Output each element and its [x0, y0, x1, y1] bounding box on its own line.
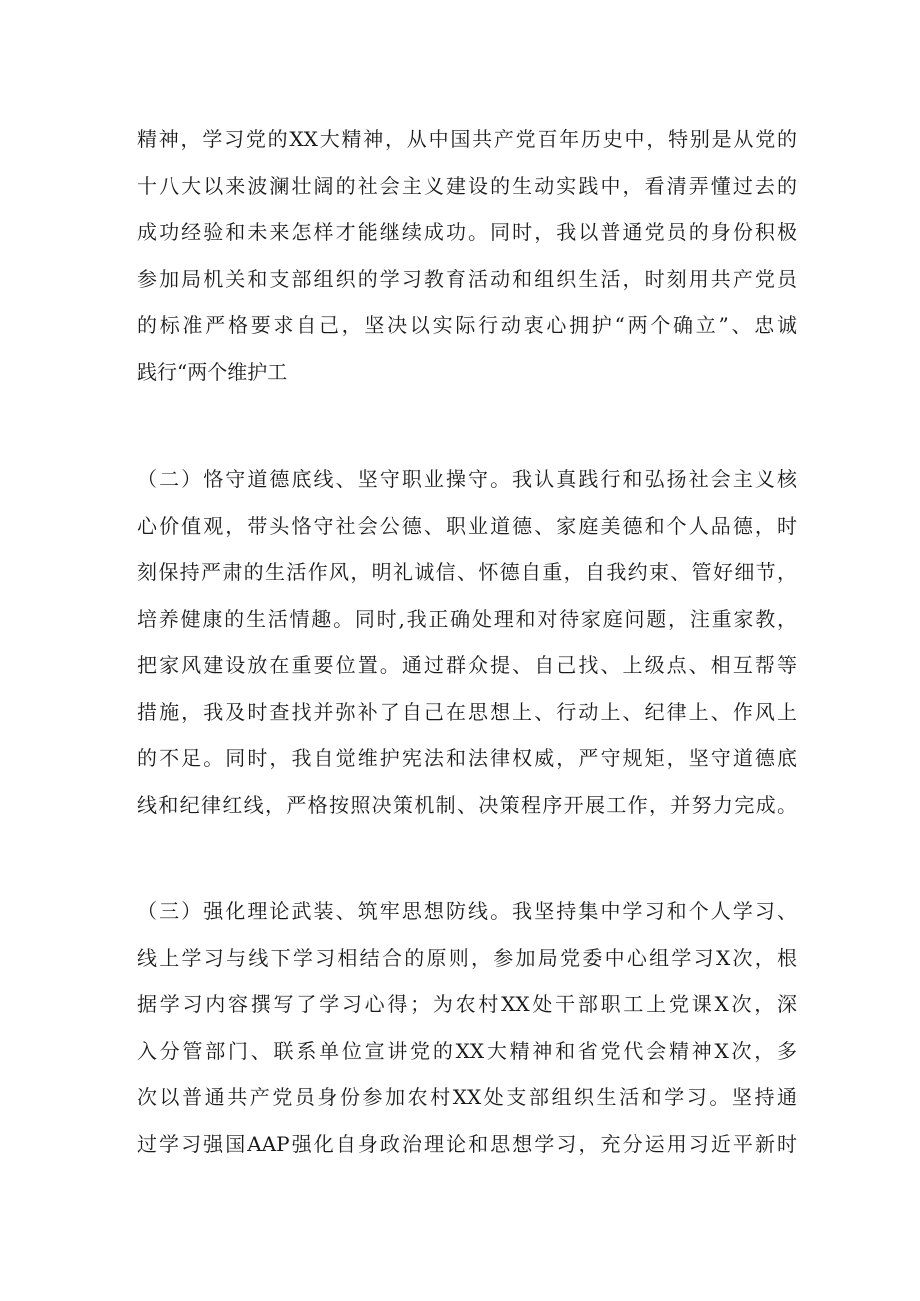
section-heading-line: （二）恪守道德底线、坚守职业操守。我认真践行和弘扬社会主义核	[137, 467, 797, 491]
text-line: 成功经验和未来怎样才能继续成功。同时，我以普通党员的身份积极	[137, 220, 797, 244]
text-line: 据学习内容撰写了学习心得；为农村XX处干部职工上党课X次，深	[137, 992, 797, 1016]
section-heading-line: （三）强化理论武装、筑牢思想防线。我坚持集中学习和个人学习、	[137, 899, 797, 923]
paragraph-section-three	[137, 888, 797, 1167]
paragraph-section-two	[137, 456, 797, 828]
text-line: 入分管部门、联系单位宣讲党的XX大精神和省党代会精神X次，多	[137, 1038, 797, 1063]
text-line: 的标准严格要求自己，坚决以实际行动衷心拥护“两个确立”、忠诚	[137, 313, 797, 337]
text-line: 过学习强国AAP强化自身政治理论和思想学习，充分运用习近平新时	[137, 1131, 797, 1156]
text-line: 践行“两个维护工	[137, 359, 288, 384]
text-line: 培养健康的生活情趣。同时,我正确处理和对待家庭问题，注重家教，	[137, 606, 797, 631]
text-line: 的不足。同时，我自觉维护宪法和法律权威，严守规矩，坚守道德底	[137, 746, 797, 770]
text-line: 线上学习与线下学习相结合的原则，参加局党委中心组学习X次，根	[137, 945, 797, 970]
paragraph-spirit-study	[137, 116, 797, 395]
text-line: 把家风建设放在重要位置。通过群众提、自己找、上级点、相互帮等	[137, 653, 797, 677]
text-line: 精神，学习党的XX大精神，从中国共产党百年历史中，特别是从党的	[137, 127, 797, 151]
text-line: 参加局机关和支部组织的学习教育活动和组织生活，时刻用共产党员	[137, 266, 797, 291]
text-line: 刻保持严肃的生活作风，明礼诚信、怀德自重，自我约束、管好细节，	[137, 560, 797, 584]
text-line: 十八大以来波澜壮阔的社会主义建设的生动实践中，看清弄懂过去的	[137, 173, 797, 198]
text-line: 次以普通共产党员身份参加农村XX处支部组织生活和学习。坚持通	[137, 1085, 797, 1109]
text-line: 线和纪律红线，严格按照决策机制、决策程序开展工作，并努力完成。	[137, 792, 797, 817]
text-line: 措施，我及时查找并弥补了自己在思想上、行动上、纪律上、作风上	[137, 699, 797, 724]
text-line: 心价值观，带头恪守社会公德、职业道德、家庭美德和个人品德，时	[137, 513, 797, 538]
